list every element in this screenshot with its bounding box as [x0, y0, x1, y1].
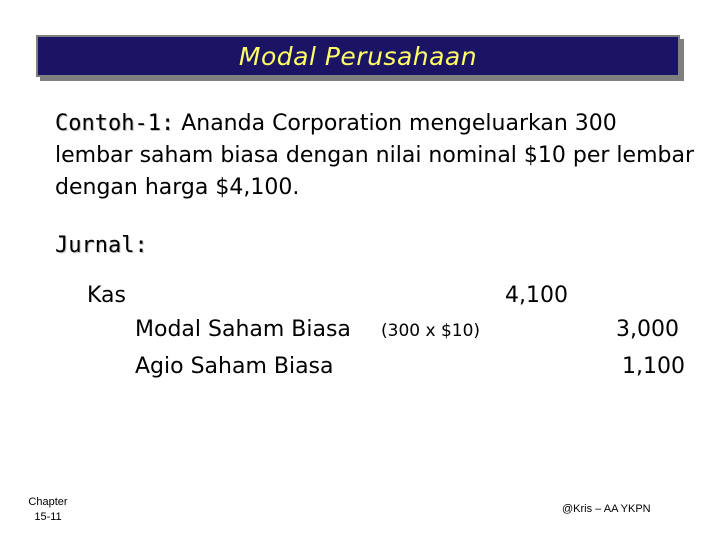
example-label: Contoh-1:: [55, 111, 175, 136]
credit-amount-1: 3,000: [616, 317, 679, 342]
credit-account-2: Agio Saham Biasa: [135, 354, 334, 379]
chapter-footer: [18, 495, 78, 525]
chapter-number: 15-11: [34, 511, 62, 523]
credit-account-1: Modal Saham Biasa: [135, 317, 351, 342]
title-bar: [36, 35, 680, 77]
credit-footer: @Kris – AA YKPN: [562, 503, 651, 515]
slide-title: Modal Perusahaan: [238, 41, 478, 71]
credit-account-1-note: (300 x $10): [381, 321, 481, 341]
debit-amount: 4,100: [505, 283, 568, 308]
example-paragraph: [55, 108, 695, 204]
example-text: Ananda Corporation mengeluarkan 300 lembar saham biasa dengan nilai nominal $10 per lembar dengan harga $4,100.: [55, 111, 694, 200]
journal-label: Jurnal:: [55, 233, 148, 258]
credit-amount-2: 1,100: [622, 354, 685, 379]
debit-account: Kas: [87, 283, 126, 308]
chapter-label: Chapter: [28, 496, 68, 508]
